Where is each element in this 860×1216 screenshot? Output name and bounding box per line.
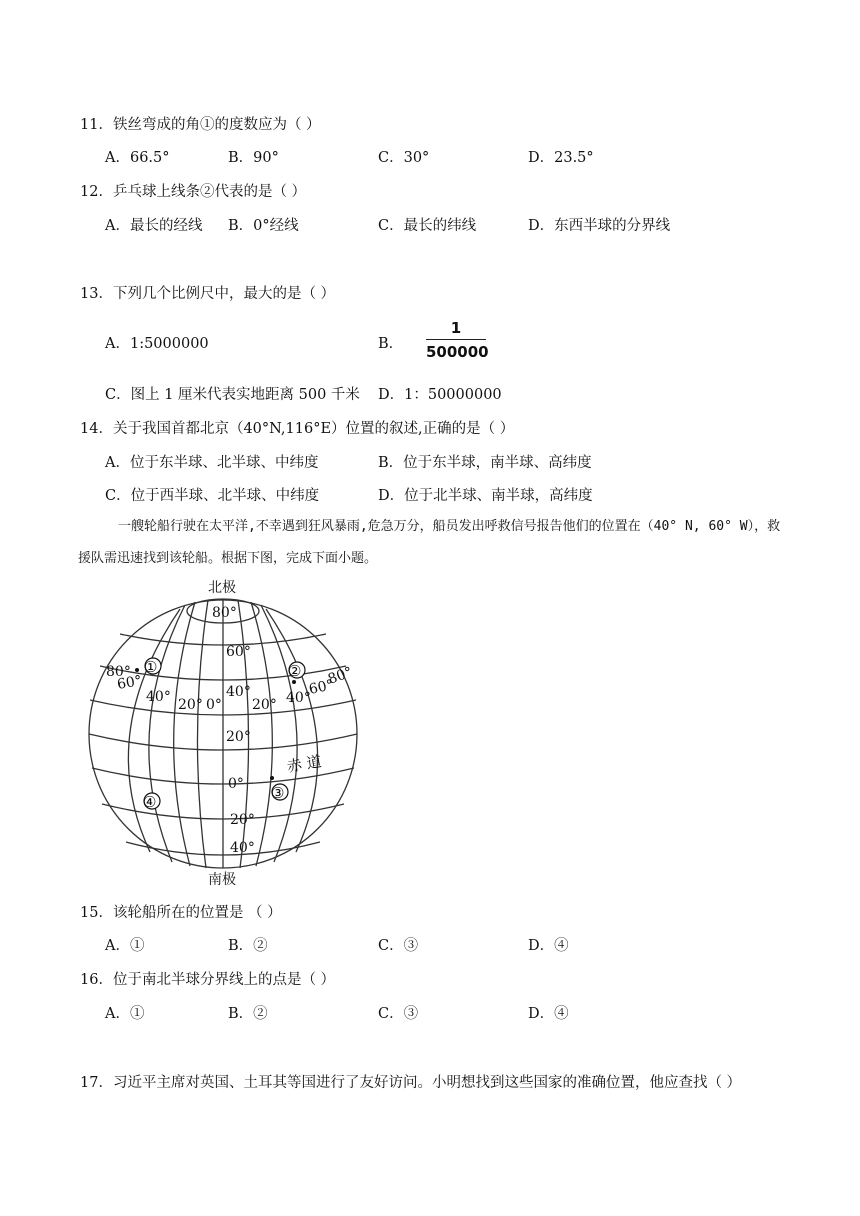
lon-label-60e: 60°	[307, 677, 336, 698]
lat-label-20: 20°	[226, 729, 251, 745]
q16-option-b[interactable]: B．②	[228, 1006, 268, 1022]
q13-option-a[interactable]: A．1:5000000	[105, 336, 209, 352]
lon-label-40e: 40°	[286, 690, 311, 706]
q12-option-b[interactable]: B．0°经线	[228, 218, 299, 234]
point-2-label: ②	[288, 662, 302, 680]
point-1-label: ①	[144, 658, 158, 676]
lon-label-0: 0°	[206, 697, 222, 713]
reading-passage: 一艘轮船行驶在太平洋,不幸遇到狂风暴雨,危急万分，船员发出呼救信号报告他们的位置在（40° N, 60° W），救援队需迅速找到该轮船。根据下图，完成下面小题。	[78, 519, 781, 566]
q15-option-d[interactable]: D．④	[528, 938, 569, 954]
south-pole-label: 南极	[208, 872, 236, 888]
point-3-label: ③	[271, 784, 285, 802]
lat-label-0: 0°	[228, 776, 244, 792]
q11-option-a[interactable]: A．66.5°	[105, 150, 170, 166]
point-2-dot	[292, 680, 296, 684]
q14-option-c[interactable]: C．位于西半球、北半球、中纬度	[105, 488, 320, 504]
lon-label-20w: 20°	[178, 697, 203, 713]
lon-label-80w: 80°	[106, 664, 131, 680]
q12-option-d[interactable]: D．东西半球的分界线	[528, 218, 671, 234]
q15-option-a[interactable]: A．①	[105, 938, 145, 954]
q16-option-d[interactable]: D．④	[528, 1006, 569, 1022]
q13-option-c[interactable]: C．图上 1 厘米代表实地距离 500 千米	[105, 387, 360, 403]
lon-label-20e: 20°	[252, 697, 277, 713]
q11-option-d[interactable]: D．23.5°	[528, 150, 594, 166]
north-pole-label: 北极	[208, 580, 236, 596]
longitude-line	[197, 600, 208, 868]
q15-option-c[interactable]: C．③	[378, 938, 419, 954]
lat-label-20s: 20°	[230, 812, 255, 828]
q16-option-a[interactable]: A．①	[105, 1006, 145, 1022]
question-13-stem: 13．下列几个比例尺中，最大的是（ ）	[80, 286, 336, 302]
question-12-stem: 12．乒乓球上线条②代表的是（ ）	[80, 184, 307, 200]
q16-option-c[interactable]: C．③	[378, 1006, 419, 1022]
equator-label: 赤 道	[285, 752, 323, 776]
longitude-line	[128, 609, 180, 852]
question-17-stem: 17．习近平主席对英国、土耳其等国进行了友好访问。小明想找到这些国家的准确位置，他应查找（ ）	[80, 1075, 742, 1091]
lat-label-60: 60°	[226, 644, 251, 660]
lon-label-60w: 60°	[115, 672, 144, 693]
longitude-line	[174, 602, 195, 866]
question-14-stem: 14．关于我国首都北京（40°N,116°E）位置的叙述,正确的是（ ）	[80, 421, 515, 437]
q13-option-d[interactable]: D．1：50000000	[378, 387, 502, 403]
q15-option-b[interactable]: B．②	[228, 938, 268, 954]
longitude-line	[266, 609, 318, 852]
point-4-label: ④	[143, 793, 157, 811]
question-15-stem: 15．该轮船所在的位置是 （ ）	[80, 905, 282, 921]
point-1-dot	[135, 668, 139, 672]
lat-label-80: 80°	[212, 605, 237, 621]
q13-option-b-fraction	[426, 318, 489, 362]
question-11-stem: 11．铁丝弯成的角①的度数应为（ ）	[80, 117, 321, 133]
q12-option-c[interactable]: C．最长的纬线	[378, 218, 477, 234]
q13-option-b-label[interactable]: B．	[378, 336, 404, 352]
fraction-bar	[426, 339, 486, 340]
globe-diagram	[80, 578, 370, 888]
q12-option-a[interactable]: A．最长的经线	[105, 218, 203, 234]
q14-option-d[interactable]: D．位于北半球、南半球，高纬度	[378, 488, 593, 504]
point-3-dot	[270, 776, 274, 780]
q11-option-c[interactable]: C．30°	[378, 150, 430, 166]
lat-label-40: 40°	[226, 684, 251, 700]
fraction-denominator: 500000	[426, 343, 489, 361]
lon-label-80e: 80°	[325, 664, 355, 688]
q14-option-b[interactable]: B．位于东半球，南半球、高纬度	[378, 455, 592, 471]
lat-label-40s: 40°	[230, 840, 255, 856]
question-16-stem: 16．位于南北半球分界线上的点是（ ）	[80, 972, 336, 988]
fraction-numerator: 1	[450, 319, 462, 337]
q14-option-a[interactable]: A．位于东半球、北半球、中纬度	[105, 455, 319, 471]
lon-label-40w: 40°	[146, 689, 171, 705]
q11-option-b[interactable]: B．90°	[228, 150, 279, 166]
